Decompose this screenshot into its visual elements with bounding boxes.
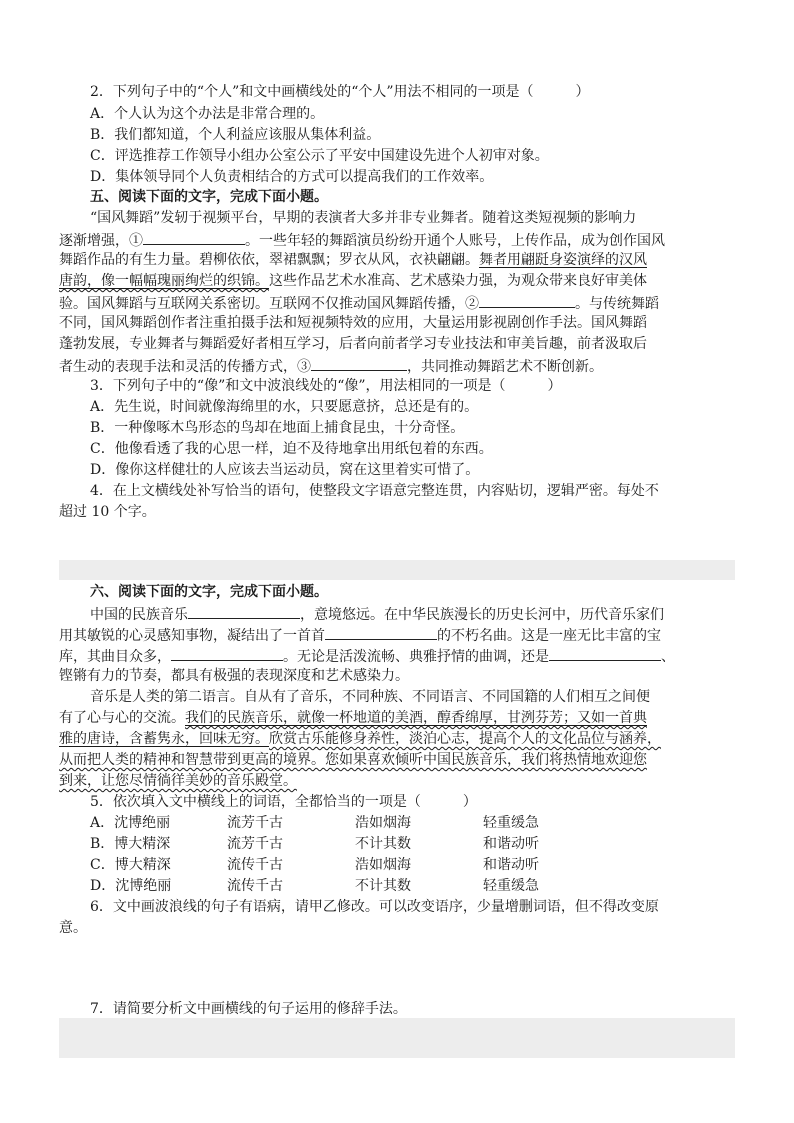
underlined-sentence: 我们的民族音乐，就像一杯地道的美酒，醇香绵厚，甘洌芬芳；又如一首典 — [185, 710, 647, 726]
q4-stem: 4．在上文横线处补写恰当的语句，使整段文字语意完整连贯，内容贴切，逻辑严密。每处不 — [90, 483, 659, 499]
section6-passage-line: 中国的民族音乐 ，意境悠远。在中华民族漫长的历史长河中，历代音乐家们 — [90, 602, 664, 626]
section5-passage-line: 不同，国风舞蹈创作者注重拍摄手法和短视频特效的应用，大量运用影视剧创作手法。国风舞蹈 — [59, 315, 647, 331]
section5-passage-line: 验。国风舞蹈与互联网关系密切。互联网不仅推动国风舞蹈传播，② 。与传统舞蹈 — [59, 291, 659, 315]
q4-stem-continued: 超过 10 个字。 — [59, 504, 156, 520]
section5-passage-line: 唐韵，像一幅幅瑰丽绚烂的织锦。这些作品艺术水准高、艺术感染力强，为观众带来良好审美体 — [59, 273, 647, 289]
q2-option-c: C．评选推荐工作领导小组办公室公示了平安中国建设先进个人初审对象。 — [90, 148, 549, 164]
answer-area-q7[interactable] — [59, 1018, 735, 1058]
q3-option-d: D．像你这样健壮的人应该去当运动员，窝在这里着实可惜了。 — [90, 462, 480, 478]
section6-passage-line — [59, 770, 297, 792]
section5-passage-line: 蓬勃发展，专业舞者与舞蹈爱好者相互学习，后者向前者学习专业技法和审美旨趣，前者汲取后 — [59, 336, 647, 352]
section6-passage-line — [59, 728, 661, 750]
fill-blank-3[interactable] — [171, 644, 283, 661]
section6-passage-line: 铿锵有力的节奏，都具有极强的表现深度和艺术感染力。 — [59, 668, 409, 684]
fill-blank-4[interactable] — [549, 644, 661, 661]
wavy-underlined-sentence: 欣赏古乐能修身养性，淡泊心志，提高个人的文化品位与涵养， — [269, 731, 661, 747]
answer-area-q4[interactable] — [59, 560, 735, 580]
q3-option-b: B．一种像啄木鸟形态的鸟却在地面上捕食昆虫，十分奇怪。 — [90, 420, 465, 436]
section5-passage-line: “国风舞蹈”发轫于视频平台，早期的表演者大多并非专业舞者。随着这类短视频的影响力 — [90, 210, 637, 226]
section5-passage-line: 舞蹈作品的有生力量。碧柳依依，翠裙飘飘；罗衣从风，衣袂翩翩。舞者用翩跹身姿演绎的汉风 — [59, 252, 647, 268]
section6-heading: 六、阅读下面的文字，完成下面小题。 — [90, 584, 328, 600]
q5-stem: 5．依次填入文中横线上的词语，全都恰当的一项是（ ） — [90, 794, 477, 810]
answer-blank-2[interactable] — [479, 291, 575, 308]
section6-passage-line: 音乐是人类的第二语言。自从有了音乐，不同种族、不同语言、不同国籍的人们相互之间便 — [90, 689, 650, 705]
wavy-underlined-sentence: 到来，让您尽情徜徉美妙的音乐殿堂。 — [59, 773, 297, 789]
q6-stem-continued: 意。 — [59, 920, 87, 936]
exam-page: 2．下列句子中的“个人”和文中画横线处的“个人”用法不相同的一项是（ ） A．个人认为这个办法是非常合理的。 B．我们都知道，个人利益应该服从集体利益。 C．评选推荐工作领导小组办公室公示了平安中国建设先进个人初审对象。 D．集体领导同个人负责相结合的方式可以提高我们的工作效率。 五、阅读下面的文字，完成下面小题。 “国风舞蹈”发轫于视频平台，早期的表演者大多并非专业舞者。随着这类短视频的影响力 逐渐增强，① 。一些年轻的舞蹈演员纷纷开通个人账号，上传作品，成为创作国风 舞蹈作品的有生力量。碧柳依依，翠裙飘飘；罗衣从风，衣袂翩翩。舞者用翩跹身姿演绎的汉风 唐韵，像一幅幅瑰丽绚烂的织锦。这些作品艺术水准高、艺术感染力强，为观众带来良好审美体 验。国风舞蹈与互联网关系密切。互联网不仅推动国风舞蹈传播，② 。与传统舞蹈 不同，国风舞蹈创作者注重拍摄手法和短视频特效的应用，大量运用影视剧创作手法。国风舞蹈 蓬勃发展，专业舞者与舞蹈爱好者相互学习，后者向前者学习专业技法和审美旨趣，前者汲取后 者生动的表现手法和灵活的传播方式，③ ，共同推动舞蹈艺术不断创新。 3．下列句子中的“像”和文中波浪线处的“像”，用法相同的一项是（ ） A．先生说，时间就像海绵里的水，只要愿意挤，总还是有的。 B．一种像啄木鸟形态的鸟却在地面上捕食昆虫，十分奇怪。 C．他像看透了我的心思一样，迫不及待地拿出用纸包着的东西。 D．像你这样健壮的人应该去当运动员，窝在这里着实可惜了。 4．在上文横线处补写恰当的语句，使整段文字语意完整连贯，内容贴切，逻辑严密。每处不 超过 10 个字。 六、阅读下面的文字，完成下面小题。 中国的民族音乐 ，意境悠远。在中华民族漫长的历史长河中，历代音乐家们 用其敏锐的心灵感知事物，凝结出了一首首 的不朽名曲。这是一座无比丰富的宝 库，其曲目众多， 。无论是活泼流畅、典雅抒情的曲调，还是 、 铿锵有力的节奏，都具有极强的表现深度和艺术感染力。 音乐是人类的第二语言。自从有了音乐，不同种族、不同语言、不同国籍的人们相互之间便 有了心与心的交流。我们的民族音乐，就像一杯地道的美酒，醇香绵厚，甘洌芬芳；又如一首典 雅的唐诗，含蓄隽永，回味无穷。欣赏古乐能修身养性，淡泊心志，提高个人的文化品位与涵养， 从而把人类的精神和智慧带到更高的境界。您如果喜欢倾听中国民族音乐，我们将热情地欢迎您 到来，让您尽情徜徉美妙的音乐殿堂。 5．依次填入文中横线上的词语，全都恰当的一项是（ ） A．沈博绝丽 流芳千古 浩如烟海 轻重缓急 B．博大精深 流芳千古 不计其数 和谐动听 C．博大精深 流传千古 浩如烟海 和谐动听 D．沈博绝丽 流传千古 不计其数 轻重缓急 6．文中画波浪线的句子有语病，请甲乙修改。可以改变语序，少量增删词语，但不得改变原 意。 7．请简要分析文中画横线的句子运用的修辞手法。 — [0, 0, 794, 1123]
underlined-sentence: 雅的唐诗，含蓄隽永，回味无穷。 — [59, 731, 269, 747]
section6-passage-line: 用其敏锐的心灵感知事物，凝结出了一首首 的不朽名曲。这是一座无比丰富的宝 — [59, 623, 661, 647]
wavy-underlined-sentence: 唐韵，像一幅幅瑰丽绚烂的织锦。 — [59, 273, 269, 289]
wavy-underlined-sentence — [185, 710, 647, 726]
q7-stem: 7．请简要分析文中画横线的句子运用的修辞手法。 — [90, 1001, 407, 1017]
section6-passage-line: 有了心与心的交流。我们的民族音乐，就像一杯地道的美酒，醇香绵厚，甘洌芬芳；又如一首典 — [59, 710, 647, 726]
q3-option-c: C．他像看透了我的心思一样，迫不及待地拿出用纸包着的东西。 — [90, 441, 493, 457]
q2-stem: 2．下列句子中的“个人”和文中画横线处的“个人”用法不相同的一项是（ ） — [90, 84, 590, 100]
answer-blank-3[interactable] — [311, 354, 407, 371]
q3-option-a: A．先生说，时间就像海绵里的水，只要愿意挤，总还是有的。 — [90, 399, 479, 415]
q2-option-b: B．我们都知道，个人利益应该服从集体利益。 — [90, 127, 381, 143]
q3-stem: 3．下列句子中的“像”和文中波浪线处的“像”，用法相同的一项是（ ） — [90, 378, 562, 394]
q2-option-a: A．个人认为这个办法是非常合理的。 — [90, 106, 325, 122]
section6-passage-line: 库，其曲目众多， 。无论是活泼流畅、典雅抒情的曲调，还是 、 — [59, 644, 675, 668]
wavy-underlined-sentence: 从而把人类的精神和智慧带到更高的境界。您如果喜欢倾听中国民族音乐，我们将热情地欢迎您 — [59, 752, 647, 768]
q2-option-d: D．集体领导同个人负责相结合的方式可以提高我们的工作效率。 — [90, 169, 494, 185]
section5-passage-line: 者生动的表现手法和灵活的传播方式，③ ，共同推动舞蹈艺术不断创新。 — [59, 354, 603, 378]
section5-heading: 五、阅读下面的文字，完成下面小题。 — [90, 189, 328, 205]
fill-blank-1[interactable] — [188, 602, 300, 619]
answer-blank-1[interactable] — [143, 228, 245, 245]
section6-passage-line — [59, 749, 647, 771]
section5-passage-line: 逐渐增强，① 。一些年轻的舞蹈演员纷纷开通个人账号，上传作品，成为创作国风 — [59, 228, 665, 252]
fill-blank-2[interactable] — [325, 623, 437, 640]
underlined-sentence: 舞者用翩跹身姿演绎的汉风 — [479, 252, 647, 268]
q6-stem: 6．文中画波浪线的句子有语病，请甲乙修改。可以改变语序，少量增删词语，但不得改变原 — [90, 899, 659, 915]
underlined-sentence — [59, 273, 269, 289]
